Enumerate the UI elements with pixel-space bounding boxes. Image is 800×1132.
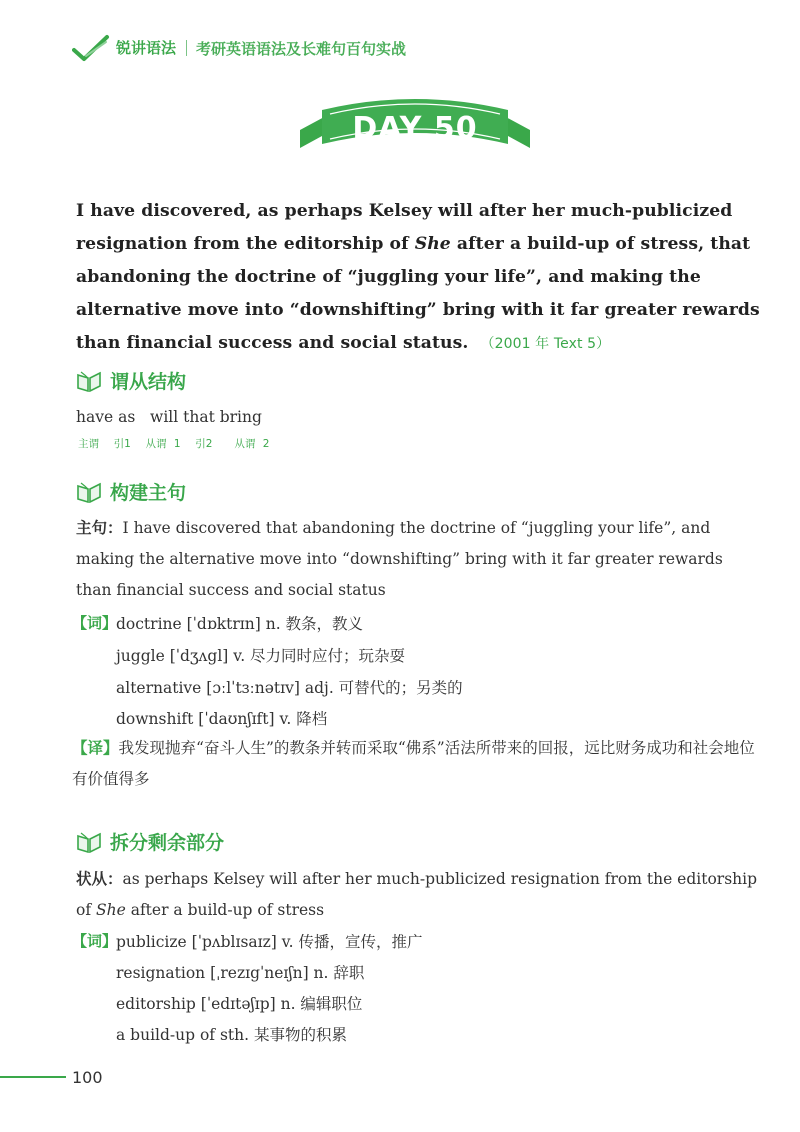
section-heading: 构建主句: [110, 482, 187, 504]
open-book-icon: [76, 370, 102, 392]
footer-rule: [0, 1076, 66, 1078]
day-label: DAY 50: [352, 111, 478, 146]
main-clause-text: I have discovered that abandoning the doctrine of “juggling your life”, and making the alternative move into “downshifting” bring with it far greater rewards than financial success and social status: [76, 519, 723, 599]
section-title-predicate: [76, 367, 186, 394]
day-banner: [300, 92, 530, 162]
sentence-italic-title: She: [414, 234, 451, 254]
vocab-label: 【词】: [72, 614, 118, 632]
sentence-part-2: after a build-up of stress, that abandoning the doctrine of “juggling your life”, and making the alternative move into “downshifting” bring with it far greater rewards than financial success and social status.: [76, 234, 760, 353]
adverbial-text-1: as perhaps Kelsey will after her much-publicized resignation from the editorship of: [76, 870, 758, 919]
main-clause-paragraph: [76, 513, 760, 606]
vocab-item: publicize [ˈpʌblɪsaɪz] v. 传播，宣传，推广: [116, 933, 423, 951]
vocab-item: editorship [ˈedɪtəʃɪp] n. 编辑职位: [116, 995, 363, 1013]
translation-text: 我发现抛弃“奋斗人生”的教条并转而采取“佛系”活法所带来的回报，远比财务成功和社会地位有价值得多: [72, 739, 755, 788]
main-sentence: [76, 195, 766, 361]
translation-paragraph: [72, 733, 762, 795]
brand-checkmark-icon: [72, 34, 110, 62]
predicate-labels: 主谓 引1 从谓 1 引2 从谓 2: [78, 438, 270, 450]
open-book-icon: [76, 481, 102, 503]
vocab-item: doctrine [ˈdɒktrɪn] n. 教条，教义: [116, 615, 364, 633]
adverbial-text-2: after a build-up of stress: [125, 901, 325, 919]
vocab-item: downshift [ˈdaʊnʃɪft] v. 降档: [116, 710, 328, 728]
section-heading: 谓从结构: [110, 371, 187, 393]
section-title-main-clause: [76, 478, 186, 505]
vocab-item: alternative [ɔːlˈtɜːnətɪv] adj. 可替代的；另类的: [116, 679, 463, 697]
translation-label: 【译】: [72, 739, 119, 757]
section-title-remaining: [76, 828, 224, 855]
header-divider: [186, 40, 187, 56]
vocab-item: juggle [ˈdʒʌgl] v. 尽力同时应付；玩杂耍: [116, 647, 406, 665]
adverbial-clause-label: 状从：: [76, 870, 123, 888]
brand-name: 锐讲语法: [116, 39, 177, 57]
adverbial-italic-title: She: [96, 901, 126, 919]
sentence-part-1: I have discovered, as perhaps Kelsey will after her much-publicized resignation from the editorship of: [76, 201, 733, 254]
vocab-item: resignation [ˌrezɪgˈneɪʃn] n. 辞职: [116, 964, 365, 982]
vocab-label: 【词】: [72, 932, 118, 950]
vocab-item: a build-up of sth. 某事物的积累: [116, 1026, 347, 1044]
section-heading: 拆分剩余部分: [110, 832, 225, 854]
main-clause-label: 主句：: [76, 519, 123, 537]
predicate-words: have as will that bring: [76, 408, 262, 426]
open-book-icon: [76, 831, 102, 853]
book-subtitle: 考研英语语法及长难句百句实战: [196, 40, 407, 58]
page-number: 100: [72, 1068, 103, 1087]
adverbial-clause-paragraph: [76, 864, 760, 926]
sentence-source: （2001 年 Text 5）: [480, 336, 611, 352]
